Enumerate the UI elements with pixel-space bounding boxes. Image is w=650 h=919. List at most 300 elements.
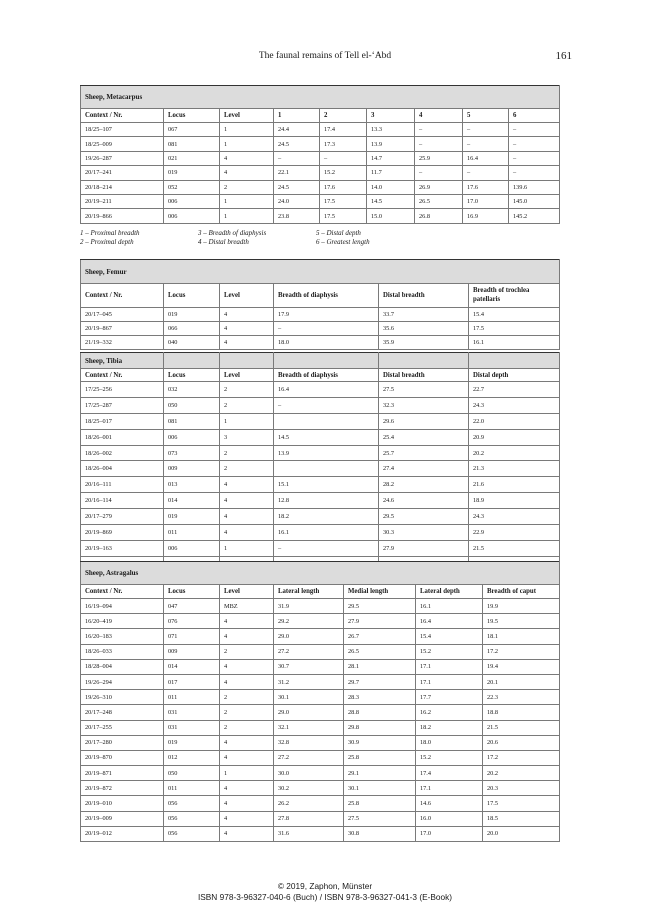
table-cell: 014	[164, 493, 220, 509]
table-cell: –	[463, 123, 509, 137]
table-cell: 1	[220, 194, 274, 208]
table-cell: 17.1	[416, 781, 483, 796]
table-cell: 25.8	[344, 796, 416, 811]
table-cell: 2	[220, 461, 274, 477]
table-cell: –	[463, 137, 509, 151]
table-cell: 32.1	[274, 720, 344, 735]
table-cell: 17/25–287	[81, 397, 164, 413]
table-cell: 30.3	[379, 525, 469, 541]
table-cell: 20.0	[483, 826, 560, 841]
table-row	[81, 336, 560, 350]
table-cell: 31.9	[274, 599, 344, 614]
table-cell: 1	[220, 137, 274, 151]
table-row	[81, 194, 560, 208]
table-cell: 011	[164, 690, 220, 705]
table-cell: 20/19–871	[81, 766, 164, 781]
legend-item: 4 – Distal breadth	[198, 238, 249, 246]
table-cell: 17.4	[416, 766, 483, 781]
table-row	[81, 766, 560, 781]
table-cell: 20/19–870	[81, 750, 164, 765]
table-cell: 21/19–332	[81, 336, 164, 350]
table-cell: 19/26–294	[81, 674, 164, 689]
table-cell: 2	[220, 644, 274, 659]
table-cell: 19.9	[483, 599, 560, 614]
table-cell: 19/26–287	[81, 151, 164, 165]
legend-item: 1 – Proximal breadth	[80, 229, 140, 237]
table-cell: 30.1	[344, 781, 416, 796]
table-cell: 1	[220, 540, 274, 556]
column-header: Breadth of caput	[483, 585, 560, 599]
table-cell: 056	[164, 826, 220, 841]
column-header: Level	[220, 284, 274, 308]
table-cell: 29.1	[344, 766, 416, 781]
table-cell: 1	[220, 123, 274, 137]
table-row	[81, 429, 560, 445]
table-cell: 27.4	[379, 461, 469, 477]
column-header: Medial length	[344, 585, 416, 599]
table-cell: –	[509, 137, 560, 151]
table-cell: 30.9	[344, 735, 416, 750]
table-cell: 24.5	[274, 180, 320, 194]
table-cell: 18/28–004	[81, 659, 164, 674]
table-cell: MBZ	[220, 599, 274, 614]
table-cell: 009	[164, 461, 220, 477]
table-cell: 27.2	[274, 750, 344, 765]
table-cell: 17/25–256	[81, 382, 164, 398]
column-header: Breadth of diaphysis	[274, 284, 379, 308]
table-cell: 13.9	[274, 445, 379, 461]
table-cell: 16.4	[463, 151, 509, 165]
table-cell	[274, 413, 379, 429]
table-cell: 2	[220, 705, 274, 720]
column-header: Breadth of diaphysis	[274, 369, 379, 382]
table-cell: 25.9	[415, 151, 463, 165]
table-cell: 31.6	[274, 826, 344, 841]
table-cell: 24.3	[469, 397, 560, 413]
isbn-line: ISBN 978-3-96327-040-6 (Buch) / ISBN 978-3-96327-041-3 (E-Book)	[197, 892, 453, 902]
table-cell: 18.2	[416, 720, 483, 735]
astragalus-table	[80, 561, 560, 842]
table-title: Sheep, Metacarpus	[81, 86, 560, 109]
running-title: The faunal remains of Tell el-‘Abd	[258, 51, 392, 61]
table-cell: 014	[164, 659, 220, 674]
table-cell: 006	[164, 194, 220, 208]
table-row	[81, 382, 560, 398]
table-cell: –	[274, 151, 320, 165]
column-header: Level	[220, 585, 274, 599]
table-cell: 27.8	[274, 811, 344, 826]
table-cell: 18/26–001	[81, 429, 164, 445]
table-cell: 012	[164, 750, 220, 765]
table-cell: 019	[164, 509, 220, 525]
table-cell: 29.2	[274, 614, 344, 629]
table-cell: 20/19–872	[81, 781, 164, 796]
column-header: 3	[367, 109, 415, 123]
table-cell: 040	[164, 336, 220, 350]
table-cell: 12.8	[274, 493, 379, 509]
table-cell: 19.5	[483, 614, 560, 629]
legend-item: 5 – Distal depth	[316, 229, 361, 237]
table-cell: 27.5	[379, 382, 469, 398]
table-cell: 4	[220, 811, 274, 826]
table-cell: 1	[220, 413, 274, 429]
column-header: 6	[509, 109, 560, 123]
table-cell: 4	[220, 477, 274, 493]
table-cell: 19/26–310	[81, 690, 164, 705]
table-row	[81, 540, 560, 556]
table-cell: 25.4	[379, 429, 469, 445]
column-header: Level	[220, 369, 274, 382]
table-cell: 17.0	[416, 826, 483, 841]
table-cell: 20.6	[483, 735, 560, 750]
table-cell: 4	[220, 735, 274, 750]
table-cell: 2	[220, 397, 274, 413]
table-cell: –	[415, 137, 463, 151]
table-cell: 1	[220, 766, 274, 781]
table-cell: 009	[164, 644, 220, 659]
column-header: 1	[274, 109, 320, 123]
table-cell: 4	[220, 659, 274, 674]
table-cell: 20/19–163	[81, 540, 164, 556]
table-cell: 13.9	[367, 137, 415, 151]
table-cell: 29.5	[344, 599, 416, 614]
table-cell: 13.3	[367, 123, 415, 137]
column-header: Context / Nr.	[81, 585, 164, 599]
table-cell: 16.1	[416, 599, 483, 614]
table-cell: 17.1	[416, 659, 483, 674]
table-row	[81, 461, 560, 477]
table-cell: 30.1	[274, 690, 344, 705]
table-cell: 16/19–094	[81, 599, 164, 614]
table-cell: 15.2	[416, 750, 483, 765]
table-cell: 081	[164, 413, 220, 429]
table-cell: 16.9	[463, 209, 509, 223]
table-cell: 16.4	[274, 382, 379, 398]
table-cell: 4	[220, 509, 274, 525]
table-cell: 35.9	[379, 336, 469, 350]
copyright-line: © 2019, Zaphon, Münster	[277, 881, 373, 891]
table-cell: 052	[164, 180, 220, 194]
table-cell: 17.6	[463, 180, 509, 194]
table-cell: 18/26–033	[81, 644, 164, 659]
table-cell: 11.7	[367, 166, 415, 180]
metacarpus-table	[80, 85, 560, 224]
table-cell: 20/19–867	[81, 322, 164, 336]
table-cell: 4	[220, 525, 274, 541]
table-cell: 18.2	[274, 509, 379, 525]
table-cell: 21.5	[483, 720, 560, 735]
table-cell: 17.2	[483, 750, 560, 765]
table-cell: 32.3	[379, 397, 469, 413]
table-cell: 17.7	[416, 690, 483, 705]
running-header	[0, 51, 650, 65]
table-cell: 21.5	[469, 540, 560, 556]
table-row	[81, 705, 560, 720]
table-row	[81, 322, 560, 336]
table-cell: 22.7	[469, 382, 560, 398]
table-cell: 17.4	[320, 123, 367, 137]
table-cell: 24.0	[274, 194, 320, 208]
table-cell: 15.0	[367, 209, 415, 223]
table-cell: 4	[220, 151, 274, 165]
table-cell: 22.9	[469, 525, 560, 541]
table-cell: 20.2	[483, 766, 560, 781]
table-row	[81, 493, 560, 509]
table-cell: 011	[164, 525, 220, 541]
table-cell: 18.0	[274, 336, 379, 350]
table-cell: 20.9	[469, 429, 560, 445]
table-cell: 047	[164, 599, 220, 614]
table-cell: 15.1	[274, 477, 379, 493]
column-header: 5	[463, 109, 509, 123]
table-cell: 017	[164, 674, 220, 689]
table-cell: 18/25–017	[81, 413, 164, 429]
table-cell: 20/19–009	[81, 811, 164, 826]
table-cell: 26.2	[274, 796, 344, 811]
table-cell: 26.5	[344, 644, 416, 659]
table-cell: 20/19–869	[81, 525, 164, 541]
table-cell: 071	[164, 629, 220, 644]
table-cell: 26.5	[415, 194, 463, 208]
column-header: Lateral depth	[416, 585, 483, 599]
table-cell: 1	[220, 209, 274, 223]
table-row	[81, 180, 560, 194]
table-cell: 20/18–214	[81, 180, 164, 194]
table-cell: 066	[164, 322, 220, 336]
table-cell: 17.3	[320, 137, 367, 151]
table-row	[81, 525, 560, 541]
table-cell: 28.3	[344, 690, 416, 705]
table-cell: 067	[164, 123, 220, 137]
table-cell: 006	[164, 209, 220, 223]
table-row	[81, 629, 560, 644]
table-row	[81, 123, 560, 137]
table-cell: 27.9	[344, 614, 416, 629]
column-header: Distal breadth	[379, 369, 469, 382]
table-cell: 18.5	[483, 811, 560, 826]
table-cell: 050	[164, 397, 220, 413]
table-cell: 14.5	[274, 429, 379, 445]
table-cell: 17.5	[320, 194, 367, 208]
table-row	[81, 151, 560, 165]
table-cell: –	[509, 166, 560, 180]
table-cell: 4	[220, 674, 274, 689]
table-row	[81, 750, 560, 765]
table-cell: 22.1	[274, 166, 320, 180]
table-row	[81, 413, 560, 429]
table-row	[81, 690, 560, 705]
column-header: Level	[220, 109, 274, 123]
table-cell: 2	[220, 180, 274, 194]
table-cell: 18/26–004	[81, 461, 164, 477]
legend-item: 3 – Breadth of diaphysis	[198, 229, 267, 237]
table-cell: 2	[220, 690, 274, 705]
table-row	[81, 397, 560, 413]
table-cell: –	[509, 123, 560, 137]
table-cell: 145.0	[509, 194, 560, 208]
table-title: Sheep, Femur	[81, 260, 560, 284]
table-row	[81, 720, 560, 735]
column-header: 2	[320, 109, 367, 123]
table-cell: 18/25–107	[81, 123, 164, 137]
table-cell: 20/16–114	[81, 493, 164, 509]
table-cell: 15.4	[469, 308, 560, 322]
tibia-table	[80, 352, 560, 573]
table-row	[81, 674, 560, 689]
table-cell: 18/26–002	[81, 445, 164, 461]
table-cell	[274, 461, 379, 477]
table-cell: 19.4	[483, 659, 560, 674]
table-cell: 019	[164, 166, 220, 180]
table-cell: 011	[164, 781, 220, 796]
table-cell: 25.7	[379, 445, 469, 461]
legend-item: 6 – Greatest length	[316, 238, 370, 246]
table-cell: 20.2	[469, 445, 560, 461]
table-cell: 24.4	[274, 123, 320, 137]
table-cell: 16/20–419	[81, 614, 164, 629]
table-cell: 29.8	[344, 720, 416, 735]
table-cell: 18.9	[469, 493, 560, 509]
column-header: Breadth of trochlea patellaris	[469, 284, 560, 308]
table-cell: 17.2	[483, 644, 560, 659]
table-cell: 15.2	[416, 644, 483, 659]
table-cell: 20.1	[483, 674, 560, 689]
table-row	[81, 781, 560, 796]
table-cell: 2	[220, 720, 274, 735]
table-cell: 20/19–012	[81, 826, 164, 841]
table-cell: 076	[164, 614, 220, 629]
table-cell: 16.4	[416, 614, 483, 629]
table-cell: 22.3	[483, 690, 560, 705]
table-cell: 33.7	[379, 308, 469, 322]
table-row	[81, 166, 560, 180]
table-cell: 16.2	[416, 705, 483, 720]
table-cell: 4	[220, 781, 274, 796]
table-cell: 16.1	[469, 336, 560, 350]
table-cell: 30.7	[274, 659, 344, 674]
table-cell: 4	[220, 629, 274, 644]
table-cell: 27.2	[274, 644, 344, 659]
table-cell: 20/19–211	[81, 194, 164, 208]
table-cell: 17.6	[320, 180, 367, 194]
table-cell: 4	[220, 796, 274, 811]
table-cell: 4	[220, 614, 274, 629]
table-row	[81, 477, 560, 493]
table-cell: 32.8	[274, 735, 344, 750]
table-cell: 2	[220, 382, 274, 398]
table-cell: 31.2	[274, 674, 344, 689]
table-cell: 18.8	[483, 705, 560, 720]
table-row	[81, 137, 560, 151]
column-header: Locus	[164, 369, 220, 382]
table-cell: 20/17–255	[81, 720, 164, 735]
table-cell: 006	[164, 429, 220, 445]
table-cell: 050	[164, 766, 220, 781]
table-cell: –	[274, 540, 379, 556]
table-cell: –	[274, 322, 379, 336]
table-cell: 20/19–866	[81, 209, 164, 223]
table-row	[81, 796, 560, 811]
table-title: Sheep, Astragalus	[81, 562, 560, 585]
table-cell: 17.5	[469, 322, 560, 336]
table-cell: 17.0	[463, 194, 509, 208]
table-cell: 20/17–280	[81, 735, 164, 750]
column-header: Locus	[164, 109, 220, 123]
table-cell: 26.9	[415, 180, 463, 194]
table-cell: 30.8	[344, 826, 416, 841]
table-cell: 15.2	[320, 166, 367, 180]
table-cell: 25.8	[344, 750, 416, 765]
table-row	[81, 644, 560, 659]
table-cell: 26.7	[344, 629, 416, 644]
table-cell: 019	[164, 308, 220, 322]
table-cell: 4	[220, 166, 274, 180]
table-cell: 18/25–009	[81, 137, 164, 151]
table-cell: 23.8	[274, 209, 320, 223]
table-cell: 20/16–111	[81, 477, 164, 493]
table-cell: 17.9	[274, 308, 379, 322]
table-cell: 013	[164, 477, 220, 493]
table-cell: 145.2	[509, 209, 560, 223]
table-cell: 21.6	[469, 477, 560, 493]
table-cell: –	[274, 397, 379, 413]
table-cell: 031	[164, 720, 220, 735]
table-cell: –	[320, 151, 367, 165]
table-cell: 4	[220, 322, 274, 336]
table-cell: 17.5	[483, 796, 560, 811]
table-cell: 30.2	[274, 781, 344, 796]
table-row	[81, 826, 560, 841]
table-cell: 16.1	[274, 525, 379, 541]
table-cell: 17.5	[320, 209, 367, 223]
table-cell: 021	[164, 151, 220, 165]
table-cell: 019	[164, 735, 220, 750]
table-cell: 30.0	[274, 766, 344, 781]
table-cell: 28.2	[379, 477, 469, 493]
table-row	[81, 659, 560, 674]
column-header: 4	[415, 109, 463, 123]
table-cell: 20/17–248	[81, 705, 164, 720]
table-cell: 006	[164, 540, 220, 556]
column-header: Context / Nr.	[81, 284, 164, 308]
column-header: Locus	[164, 284, 220, 308]
table-cell: 29.0	[274, 705, 344, 720]
table-cell: 20/17–045	[81, 308, 164, 322]
table-cell: 073	[164, 445, 220, 461]
table-cell: 056	[164, 811, 220, 826]
legend-item: 2 – Proximal depth	[80, 238, 134, 246]
table-cell: –	[415, 123, 463, 137]
femur-table	[80, 259, 560, 350]
table-cell: 031	[164, 705, 220, 720]
column-header: Distal depth	[469, 369, 560, 382]
table-cell: 4	[220, 308, 274, 322]
table-cell: 35.6	[379, 322, 469, 336]
table-cell: –	[509, 151, 560, 165]
table-cell: 14.5	[367, 194, 415, 208]
table-cell: 20/19–010	[81, 796, 164, 811]
table-cell: 20/17–241	[81, 166, 164, 180]
table-row	[81, 445, 560, 461]
table-cell: 14.6	[416, 796, 483, 811]
table-cell: 18.1	[483, 629, 560, 644]
table-cell: 29.5	[379, 509, 469, 525]
table-cell: 22.0	[469, 413, 560, 429]
table-cell: 28.1	[344, 659, 416, 674]
table-cell: 4	[220, 493, 274, 509]
table-cell: 21.3	[469, 461, 560, 477]
table-row	[81, 509, 560, 525]
